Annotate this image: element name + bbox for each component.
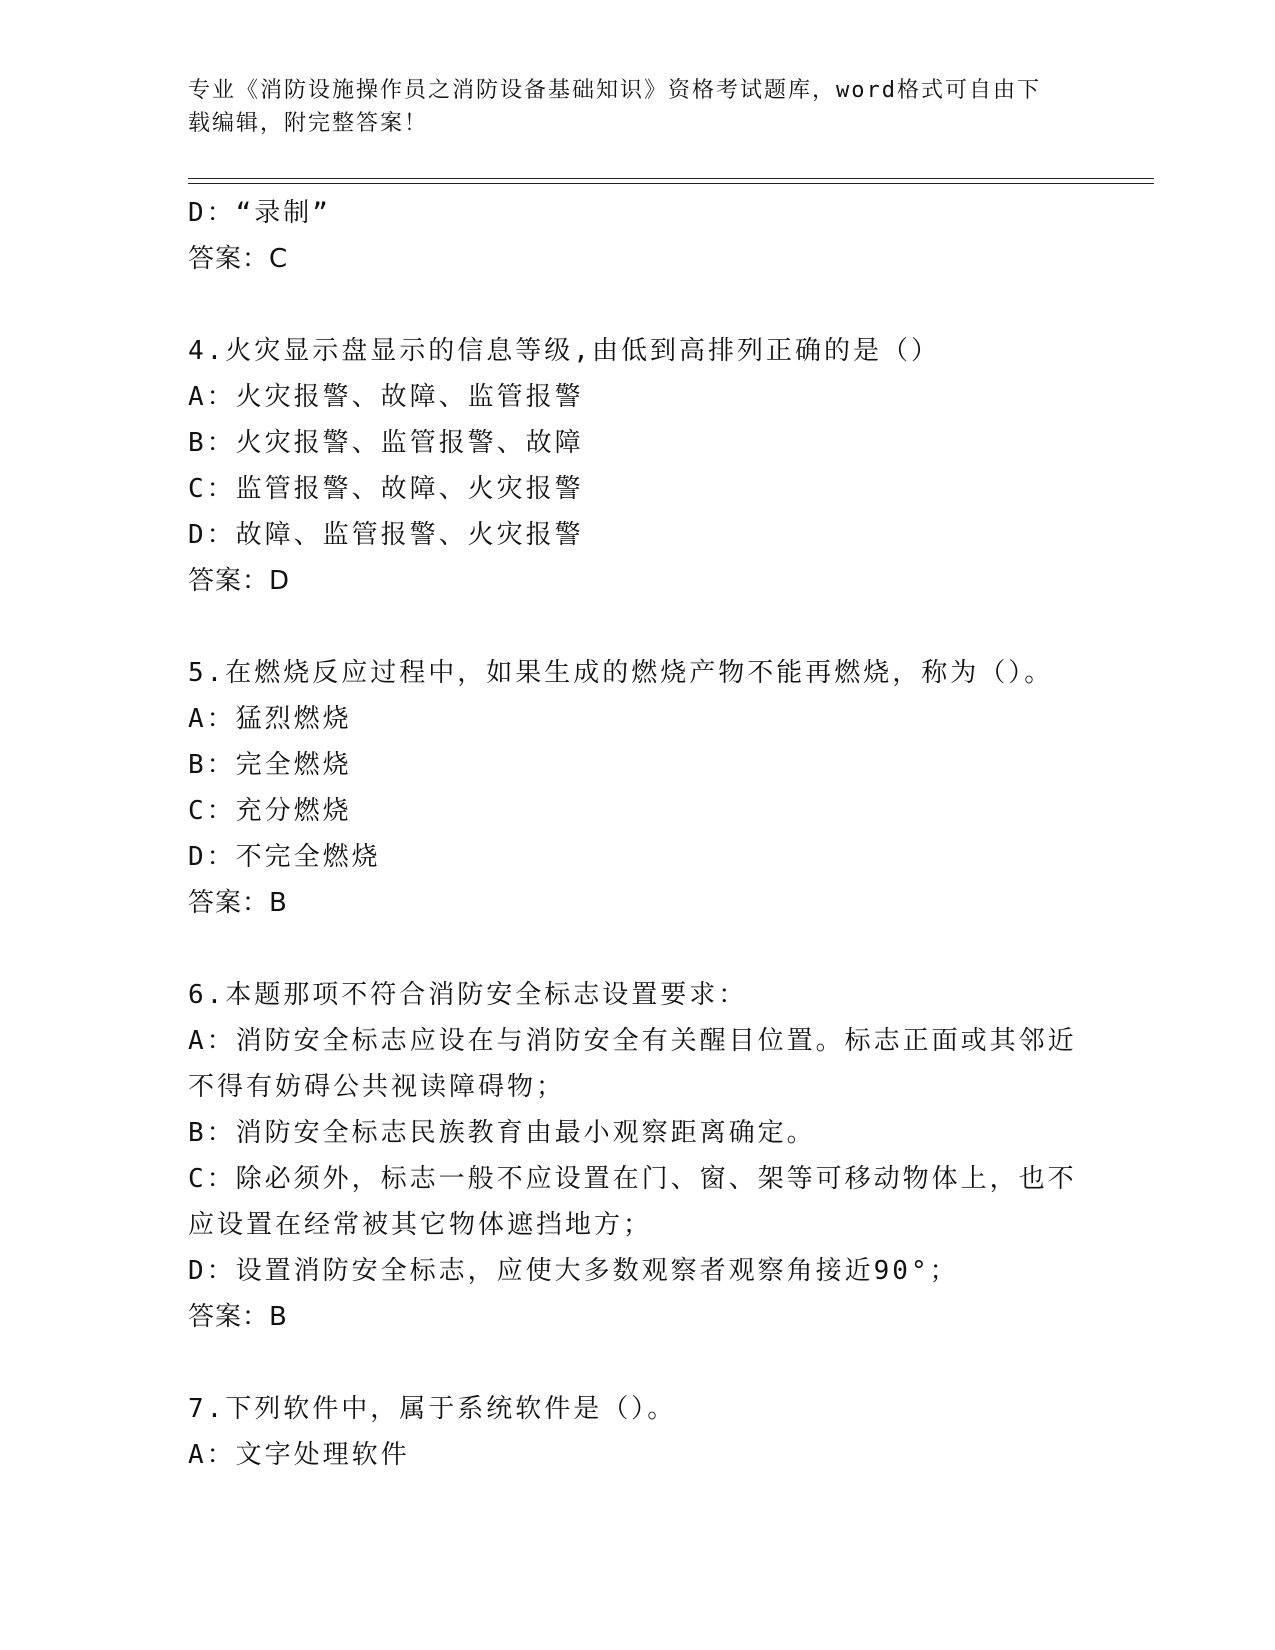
question-option: D：设置消防安全标志，应使大多数观察者观察角接近90°； [188,1256,959,1286]
question-answer: 答案：B [188,1302,288,1332]
question-answer: 答案：B [188,888,288,918]
header-line-2: 载编辑，附完整答案！ [188,111,429,136]
spacer [188,1340,1088,1386]
question-option: B：火灾报警、监管报警、故障 [188,428,584,458]
question-stem: 6.本题那项不符合消防安全标志设置要求： [188,980,748,1010]
prev-question-option-d: D：“录制” [188,198,331,228]
question-answer: 答案：D [188,566,291,596]
question-option: A：消防安全标志应设在与消防安全有关醒目位置。标志正面或其邻近不得有妨碍公共视读障碍物； [188,1026,1077,1102]
spacer [188,926,1088,972]
question-option: A：火灾报警、故障、监管报警 [188,382,584,412]
question-option: D：故障、监管报警、火灾报警 [188,520,584,550]
question-option: A：文字处理软件 [188,1440,410,1470]
question-option: C：充分燃烧 [188,796,352,826]
question-list [188,190,1088,1478]
question-option: C：监管报警、故障、火灾报警 [188,474,584,504]
question-stem: 4.火灾显示盘显示的信息等级,由低到高排列正确的是（） [188,336,940,366]
page-header [188,74,1088,140]
question-option: B：完全燃烧 [188,750,352,780]
prev-question-answer: 答案：C [188,244,289,274]
header-line-1: 专业《消防设施操作员之消防设备基础知识》资格考试题库，word格式可自由下 [188,78,1041,103]
question-option: D：不完全燃烧 [188,842,381,872]
question-option: A：猛烈燃烧 [188,704,352,734]
spacer [188,604,1088,650]
header-divider-top [188,178,1154,179]
header-divider-bottom [188,183,1154,184]
question-option: C：除必须外，标志一般不应设置在门、窗、架等可移动物体上，也不应设置在经常被其它物体遮挡地方； [188,1164,1077,1240]
question-option: B：消防安全标志民族教育由最小观察距离确定。 [188,1118,816,1148]
spacer [188,282,1088,328]
question-stem: 7.下列软件中，属于系统软件是（）。 [188,1394,677,1424]
question-stem: 5.在燃烧反应过程中，如果生成的燃烧产物不能再燃烧，称为（）。 [188,658,1054,688]
